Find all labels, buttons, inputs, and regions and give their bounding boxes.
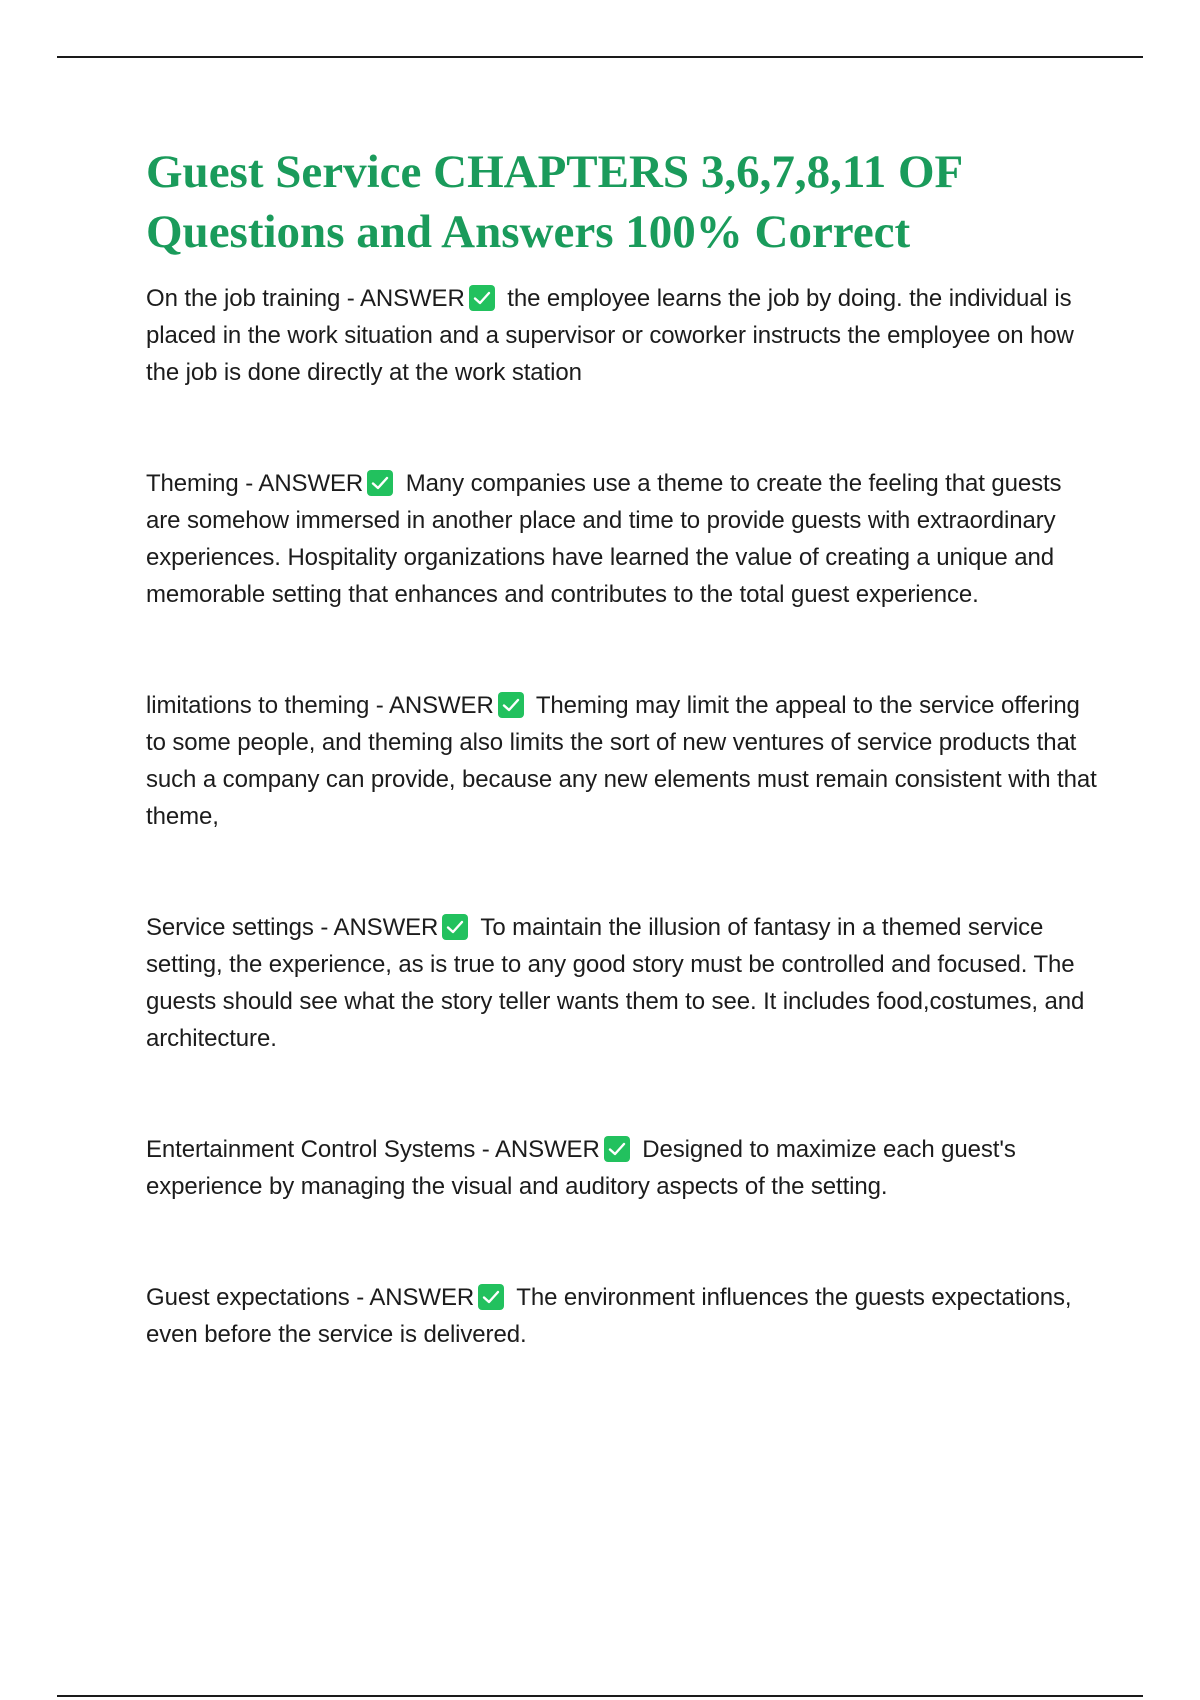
check-mark-icon bbox=[604, 1136, 630, 1162]
qa-item bbox=[146, 280, 1101, 391]
qa-separator: - bbox=[340, 285, 360, 312]
top-rule bbox=[57, 56, 1143, 58]
check-mark-icon bbox=[498, 692, 524, 718]
qa-answer: Designed to maximize each guest's experience by managing the visual and auditory aspects of the setting. bbox=[146, 1136, 1016, 1200]
qa-separator: - bbox=[313, 914, 334, 941]
qa-term: Service settings bbox=[146, 914, 314, 941]
qa-term: Theming bbox=[146, 470, 239, 497]
answer-marker: ANSWER bbox=[388, 692, 494, 719]
answer-marker: ANSWER bbox=[359, 285, 465, 312]
qa-term: On the job training bbox=[146, 285, 341, 312]
check-mark-icon bbox=[478, 1284, 504, 1310]
qa-term: Guest expectations bbox=[146, 1284, 350, 1311]
check-mark-icon bbox=[442, 914, 468, 940]
answer-marker: ANSWER bbox=[258, 470, 364, 497]
answer-marker: ANSWER bbox=[369, 1284, 475, 1311]
document-body bbox=[146, 142, 1101, 1353]
qa-item bbox=[146, 909, 1101, 1057]
qa-item bbox=[146, 465, 1101, 613]
qa-separator: - bbox=[369, 692, 389, 719]
qa-separator: - bbox=[349, 1284, 370, 1311]
qa-item bbox=[146, 687, 1101, 835]
qa-item bbox=[146, 1279, 1101, 1353]
qa-answer: Theming may limit the appeal to the service offering to some people, and theming also limits the sort of new ventures of service products that such a company can provide, because any new elements must remain consistent with that theme, bbox=[146, 692, 1097, 830]
answer-marker: ANSWER bbox=[333, 914, 439, 941]
bottom-rule bbox=[57, 1695, 1143, 1697]
qa-answer: To maintain the illusion of fantasy in a themed service setting, the experience, as is true to any good story must be controlled and focused. The guests should see what the story teller wants them to see. It includes food,costumes, and architecture. bbox=[146, 914, 1085, 1052]
answer-marker: ANSWER bbox=[494, 1136, 600, 1163]
qa-answer: the employee learns the job by doing. the individual is placed in the work situation and a supervisor or coworker instructs the employee on how the job is done directly at the work station bbox=[146, 285, 1074, 386]
qa-item bbox=[146, 1131, 1101, 1205]
qa-separator: - bbox=[475, 1136, 495, 1163]
qa-term: limitations to theming bbox=[146, 692, 370, 719]
document-title: Guest Service CHAPTERS 3,6,7,8,11 OF Questions and Answers 100% Correct bbox=[146, 146, 962, 258]
qa-term: Entertainment Control Systems bbox=[146, 1136, 476, 1163]
qa-answer: The environment influences the guests expectations, even before the service is delivered. bbox=[146, 1284, 1072, 1348]
qa-separator: - bbox=[238, 470, 259, 497]
check-mark-icon bbox=[367, 470, 393, 496]
qa-answer: Many companies use a theme to create the feeling that guests are somehow immersed in another place and time to provide guests with extraordinary experiences. Hospitality organizations have learned the value of creating a unique and memorable setting that enhances and contributes to the total guest experience. bbox=[146, 470, 1062, 608]
check-mark-icon bbox=[469, 285, 495, 311]
